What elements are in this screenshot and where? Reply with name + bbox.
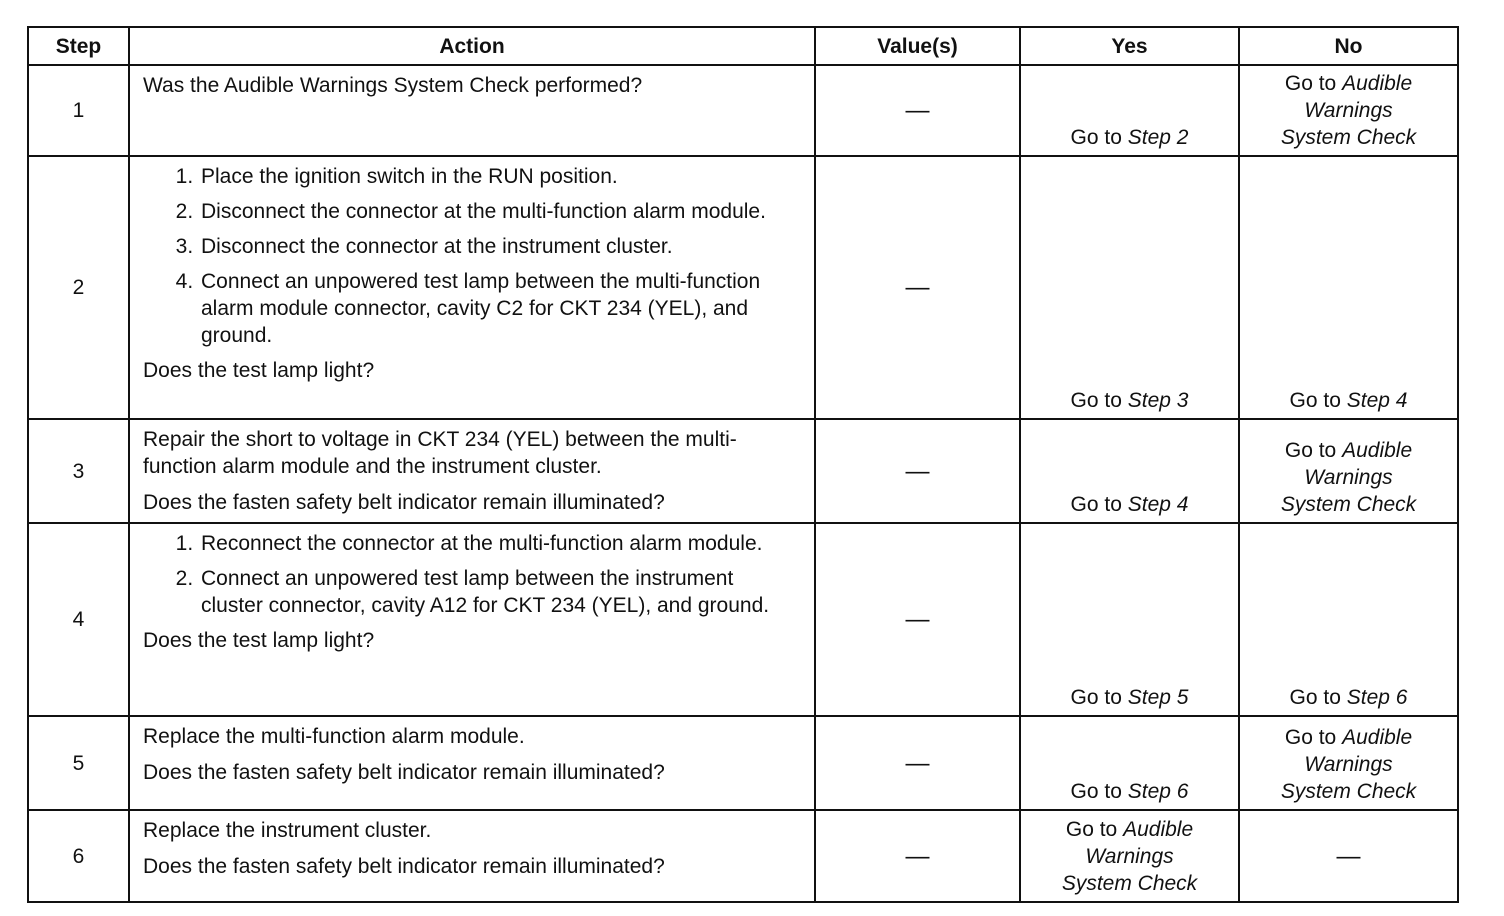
header-step: Step	[28, 27, 129, 65]
action-question: Does the test lamp light?	[143, 629, 375, 652]
goto-link-line: Warnings	[1304, 753, 1393, 776]
goto-link: Step 4	[1346, 389, 1408, 412]
table-row	[28, 523, 1458, 716]
goto-link-line: System Check	[1280, 126, 1417, 149]
value-cell: —	[815, 523, 1020, 716]
diagnostic-table	[27, 26, 1459, 903]
goto-link: Step 6	[1346, 686, 1408, 709]
action-list-item: 1. Place the ignition switch in the RUN position.	[199, 163, 800, 190]
table-row	[28, 419, 1458, 523]
action-question: Does the fasten safety belt indicator remain illuminated?	[143, 761, 665, 784]
step-number: 5	[28, 716, 129, 810]
goto-link-line: Warnings	[1304, 466, 1393, 489]
action-question: Does the test lamp light?	[143, 359, 375, 382]
table-row	[28, 65, 1458, 156]
goto-link: Step 2	[1127, 126, 1189, 149]
table-row	[28, 810, 1458, 902]
goto-prefix: Go to	[1284, 72, 1337, 95]
value-cell: —	[815, 716, 1020, 810]
action-cell	[129, 810, 815, 902]
goto-link-line: System Check	[1280, 493, 1417, 516]
action-text: Replace the instrument cluster.	[143, 819, 432, 842]
step-number: 4	[28, 523, 129, 716]
goto-prefix: Go to	[1284, 439, 1337, 462]
no-cell	[1239, 523, 1458, 716]
action-cell	[129, 523, 815, 716]
no-cell	[1239, 716, 1458, 810]
header-row	[28, 27, 1458, 65]
table-row	[28, 716, 1458, 810]
no-cell	[1239, 419, 1458, 523]
goto-prefix: Go to	[1070, 389, 1122, 412]
no-cell	[1239, 156, 1458, 419]
goto-prefix: Go to	[1065, 817, 1118, 841]
goto-link: Step 5	[1127, 686, 1189, 709]
action-cell	[129, 156, 815, 419]
goto-link: Audible	[1342, 726, 1413, 749]
header-no: No	[1239, 27, 1458, 65]
goto-link: Audible	[1342, 72, 1413, 95]
yes-cell	[1020, 65, 1239, 156]
goto-prefix: Go to	[1070, 493, 1122, 516]
header-yes: Yes	[1020, 27, 1239, 65]
action-list-item: 3. Disconnect the connector at the instrument cluster.	[199, 233, 800, 260]
yes-cell	[1020, 523, 1239, 716]
goto-link: Step 3	[1127, 389, 1189, 412]
goto-prefix: Go to	[1070, 780, 1122, 803]
action-text: Was the Audible Warnings System Check performed?	[143, 74, 643, 97]
yes-cell	[1020, 156, 1239, 419]
action-text: Replace the multi-function alarm module.	[143, 725, 525, 748]
value-cell: —	[815, 65, 1020, 156]
goto-link: Audible	[1342, 439, 1413, 462]
no-cell: —	[1239, 810, 1458, 902]
yes-cell	[1020, 419, 1239, 523]
yes-cell	[1020, 810, 1239, 902]
action-list	[143, 163, 800, 349]
action-question: Does the fasten safety belt indicator remain illuminated?	[143, 491, 665, 514]
goto-link-line: Warnings	[1085, 844, 1174, 868]
action-list-item: 2. Connect an unpowered test lamp between the instrument cluster connector, cavity A12 for CKT 234 (YEL), and ground.	[199, 565, 800, 619]
value-cell: —	[815, 419, 1020, 523]
goto-link: Step 4	[1127, 493, 1189, 516]
yes-cell	[1020, 716, 1239, 810]
action-text: Repair the short to voltage in CKT 234 (YEL) between the multi-function alarm module and the instrument cluster.	[143, 428, 737, 478]
goto-prefix: Go to	[1070, 126, 1122, 149]
goto-link-line: System Check	[1061, 871, 1198, 895]
action-list-item: 2. Disconnect the connector at the multi-function alarm module.	[199, 198, 800, 225]
action-list-item: 1. Reconnect the connector at the multi-function alarm module.	[199, 530, 800, 557]
goto-prefix: Go to	[1284, 726, 1337, 749]
goto-link: Step 6	[1127, 780, 1189, 803]
value-cell: —	[815, 156, 1020, 419]
action-question: Does the fasten safety belt indicator remain illuminated?	[143, 855, 665, 878]
goto-link: Audible	[1123, 817, 1194, 841]
action-list	[143, 530, 800, 619]
table-row	[28, 156, 1458, 419]
step-number: 3	[28, 419, 129, 523]
goto-prefix: Go to	[1289, 686, 1341, 709]
header-values: Value(s)	[815, 27, 1020, 65]
action-cell	[129, 419, 815, 523]
step-number: 1	[28, 65, 129, 156]
goto-link-line: System Check	[1280, 780, 1417, 803]
action-cell	[129, 65, 815, 156]
goto-prefix: Go to	[1289, 389, 1341, 412]
no-cell	[1239, 65, 1458, 156]
value-cell: —	[815, 810, 1020, 902]
step-number: 2	[28, 156, 129, 419]
goto-prefix: Go to	[1070, 686, 1122, 709]
action-cell	[129, 716, 815, 810]
header-action: Action	[129, 27, 815, 65]
action-list-item: 4. Connect an unpowered test lamp between the multi-function alarm module connector, cavity C2 for CKT 234 (YEL), and ground.	[199, 268, 800, 349]
goto-link-line: Warnings	[1304, 99, 1393, 122]
step-number: 6	[28, 810, 129, 902]
